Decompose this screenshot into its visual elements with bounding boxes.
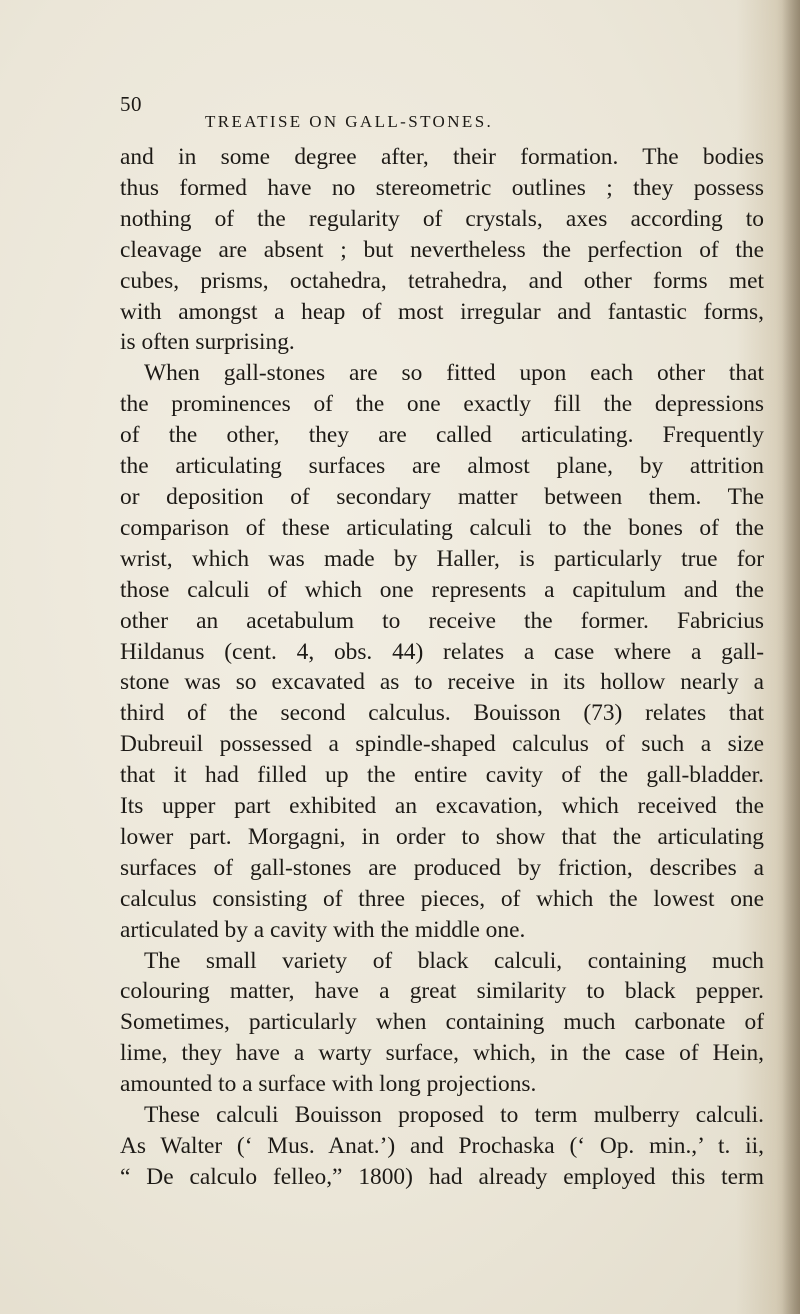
text-line: Its upper part exhibited an excavation, which received the (120, 793, 764, 820)
text-line: When gall-stones are so fitted upon each other that (144, 360, 764, 387)
text-line: calculus consisting of three pieces, of which the lowest one (120, 885, 764, 912)
text-line: those calculi of which one represents a capitulum and the (120, 576, 764, 603)
text-line: or deposition of secondary matter between them. The (120, 483, 764, 510)
text-line: is often surprising. (120, 329, 295, 356)
text-line: third of the second calculus. Bouisson (73) relates that (120, 700, 764, 727)
text-line: that it had filled up the entire cavity of the gall-bladder. (120, 762, 764, 789)
text-line: wrist, which was made by Haller, is particularly true for (120, 545, 764, 572)
page-edge-shadow (782, 0, 800, 1314)
text-line: cubes, prisms, octahedra, tetrahedra, and other forms met (120, 267, 764, 294)
text-line: comparison of these articulating calculi to the bones of the (120, 514, 764, 541)
body-text (120, 142, 764, 1193)
page-number: 50 (120, 92, 142, 116)
text-line: the articulating surfaces are almost plane, by attrition (120, 453, 764, 480)
text-line: with amongst a heap of most irregular and fantastic forms, (120, 298, 764, 325)
text-line: and in some degree after, their formation. The bodies (120, 144, 764, 170)
text-line: articulated by a cavity with the middle one. (120, 916, 526, 943)
text-line: nothing of the regularity of crystals, axes according to (120, 205, 764, 232)
text-line: Sometimes, particularly when containing much carbonate of (120, 1009, 764, 1036)
text-line: colouring matter, have a great similarity to black pepper. (120, 978, 764, 1005)
text-line: As Walter (‘ Mus. Anat.’) and Prochaska (‘ Op. min.,’ t. ii, (120, 1133, 764, 1159)
text-line: “ De calculo felleo,” 1800) had already employed this term (120, 1163, 764, 1190)
text-line: of the other, they are called articulating. Frequently (120, 422, 764, 449)
text-line: lower part. Morgagni, in order to show that the articulating (120, 823, 764, 850)
text-line: Dubreuil possessed a spindle-shaped calculus of such a size (120, 731, 764, 758)
text-line: amounted to a surface with long projections. (120, 1071, 537, 1098)
text-line: stone was so excavated as to receive in its hollow nearly a (120, 669, 764, 696)
text-line: thus formed have no stereometric outlines ; they possess (120, 174, 764, 201)
text-line: The small variety of black calculi, containing much (144, 947, 764, 974)
text-line: surfaces of gall-stones are produced by friction, describes a (120, 854, 764, 881)
text-line: the prominences of the one exactly fill the depressions (120, 391, 764, 418)
running-head: TREATISE ON GALL-STONES. (205, 112, 494, 131)
text-line: cleavage are absent ; but nevertheless the perfection of the (120, 236, 764, 263)
text-line: lime, they have a warty surface, which, in the case of Hein, (120, 1040, 764, 1067)
text-line: These calculi Bouisson proposed to term mulberry calculi. (144, 1102, 764, 1129)
text-line: Hildanus (cent. 4, obs. 44) relates a case where a gall- (120, 638, 764, 665)
text-line: other an acetabulum to receive the former. Fabricius (120, 607, 764, 634)
